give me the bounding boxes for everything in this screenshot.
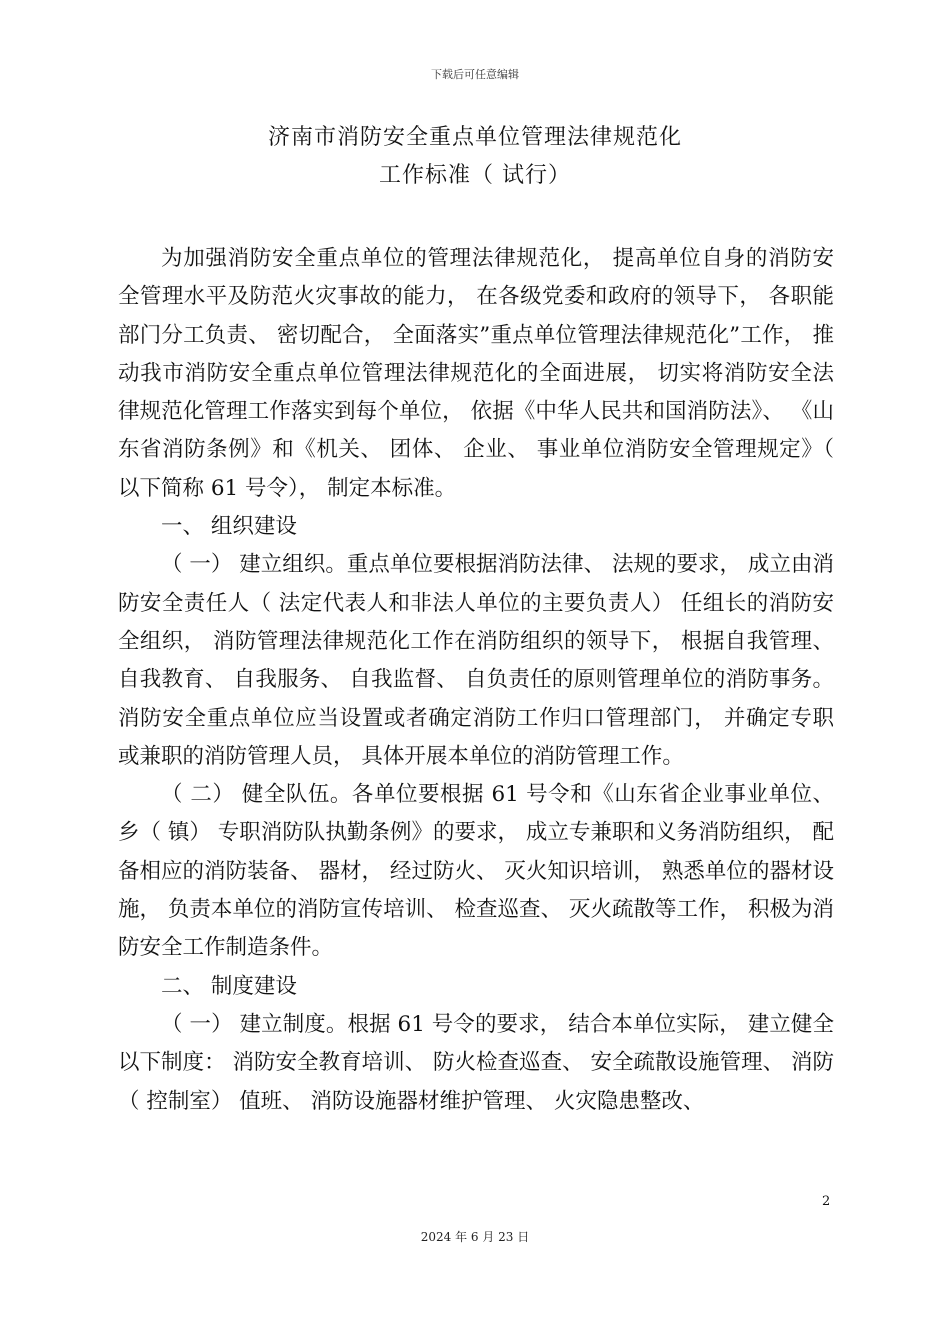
header-note: 下载后可任意编辑 xyxy=(431,68,519,81)
footer-date: 2024 年 6 月 23 日 xyxy=(420,1230,530,1244)
paragraph-intro: 为加强消防安全重点单位的管理法律规范化， 提高单位自身的消防安全管理水平及防范火灾事故的能力， 在各级党委和政府的领导下， 各职能部门分工负责、 密切配合， 全面落实”重点单位管理法律规范化”工作， 推动我市消防安全重点单位管理法律规范化的全面进展， 切实将消防安全法律规范化管理工作落实到每个单位， 依据《中华人民共和国消防法》、 《山东省消防条例》和《机关、 团体、 企业、 事业单位消防安全管理规定》（ 以下简称 61 号令）， 制定本标准。 xyxy=(118,246,835,501)
section-heading-organization: 一、 组织建设 xyxy=(161,514,297,540)
paragraph-establish-system: （ 一） 建立制度。根据 61 号令的要求， 结合本单位实际， 建立健全以下制度： 消防安全教育培训、 防火检查巡查、 安全疏散设施管理、 消防（ 控制室） 值班、 消防设施器材维护管理、 火灾隐患整改、 xyxy=(118,1011,834,1114)
document-title-line2: 工作标准（ 试行） xyxy=(379,163,571,188)
document-title-line1: 济南市消防安全重点单位管理法律规范化 xyxy=(267,125,682,150)
document-body xyxy=(118,240,834,1121)
paragraph-establish-organization: （ 一） 建立组织。重点单位要根据消防法律、 法规的要求， 成立由消防安全责任人（ 法定代表人和非法人单位的主要负责人） 任组长的消防安全组织， 消防管理法律规范化工作在消防组织的领导下， 根据自我管理、 自我教育、 自我服务、 自我监督、 自负责任的原则管理单位的消防事务。消防安全重点单位应当设置或者确定消防工作归口管理部门， 并确定专职或兼职的消防管理人员， 具体开展本单位的消防管理工作。 xyxy=(118,552,834,769)
section-heading-system: 二、 制度建设 xyxy=(161,973,297,999)
page-number: 2 xyxy=(822,1194,831,1209)
paragraph-team: （ 二） 健全队伍。各单位要根据 61 号令和《山东省企业事业单位、 乡（ 镇） 专职消防队执勤条例》的要求， 成立专兼职和义务消防组织， 配备相应的消防装备、 器材， 经过防火、 灭火知识培训， 熟悉单位的器材设施， 负责本单位的消防宣传培训、 检查巡查、 灭火疏散等工作， 积极为消防安全工作制造条件。 xyxy=(118,782,834,961)
